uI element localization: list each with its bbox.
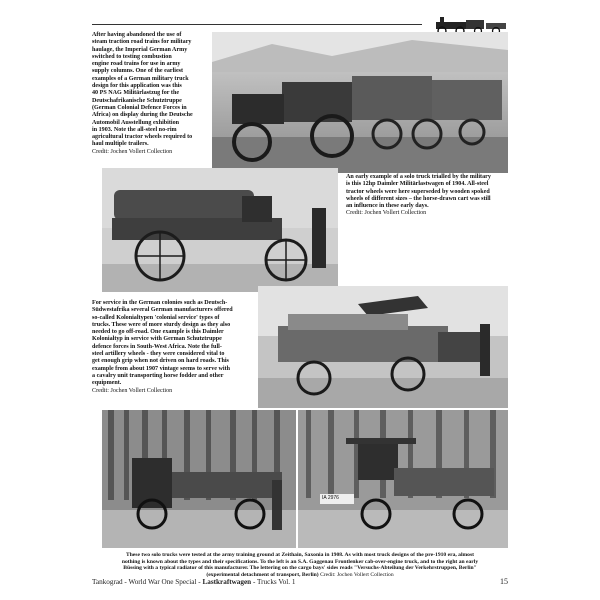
photo-buessing-truck xyxy=(298,410,508,548)
caption-line: nothing is known about the types and their specifications. To the left is an S.A. Gaggenau Frontlenker cab-over-engine truck, and to the right an early xyxy=(121,558,479,565)
photo-gaggenau-truck xyxy=(102,410,296,548)
license-plate: IA 2976 xyxy=(322,495,339,501)
caption-line: equipment. xyxy=(92,380,122,387)
caption-line: examples of a German military truck xyxy=(92,75,189,82)
caption-line: Deutschafrikanische Schutztruppe xyxy=(92,97,182,104)
photo-daimler-kolonialtyp xyxy=(258,286,508,408)
footer-book-title: Lastkraftwagen xyxy=(202,578,252,586)
caption-line: defence forces in South-West Africa. Note the full- xyxy=(92,343,222,350)
caption-line: an influence in these early days. xyxy=(346,203,429,210)
photo-nag-road-train xyxy=(212,32,508,173)
caption-line: needed to go off-road. One example is this Daimler xyxy=(92,329,224,336)
caption-line: wheels of different sizes – the horse-drawn cart was still xyxy=(346,195,491,202)
caption-line: Büssing with a typical radiator of this manufacturer. The lettering on the cargo bays' sides reads "Versuchs-Abteilung der Verkehrstruppen, Berlin" xyxy=(123,565,477,572)
caption-line: After having abandoned the use of xyxy=(92,32,182,38)
caption-line: These two solo trucks were tested at the army training ground at Zeithain, Saxonia in 1908. As with most truck designs of the pre-1910 era, almost xyxy=(125,552,475,558)
caption-line: switched to testing combustion xyxy=(92,53,172,60)
caption-line: steel artillery wheels - they were considered vital to xyxy=(92,351,225,358)
caption-kolonialtyp xyxy=(92,300,254,395)
caption-zeithain-trucks xyxy=(92,552,508,578)
caption-line: is this 12hp Daimler Militärlastwagen of 1904. All-steel xyxy=(346,181,489,188)
footer-title xyxy=(92,578,295,586)
caption-line: so-called Kolonialtypen 'colonial service' types of xyxy=(92,314,220,321)
caption-line: steam traction road trains for military xyxy=(92,39,192,46)
caption-line: supply columns. One of the earliest xyxy=(92,68,184,75)
caption-line: a cavalry unit transporting horse fodder and other xyxy=(92,372,224,379)
caption-nag-truck xyxy=(92,32,210,156)
footer-subtitle: - Trucks Vol. 1 xyxy=(251,578,296,586)
page-number: 15 xyxy=(500,577,508,586)
caption-line: (German Colonial Defence Forces in xyxy=(92,104,187,111)
caption-line: An early example of a solo truck trialled by the military xyxy=(346,174,491,180)
caption-line: get enough grip when not driven on hard roads. This xyxy=(92,358,229,365)
caption-line: agricultural tractor wheels required to xyxy=(92,134,193,141)
caption-line: example from about 1907 vintage seems to serve with xyxy=(92,365,230,372)
photo-credit: Credit: Jochen Vollert Collection xyxy=(320,571,394,578)
caption-line: (experimental detachment of transport, Berlin) xyxy=(206,571,319,578)
caption-line: Automobil Ausstellung exhibition xyxy=(92,119,180,126)
caption-line: trucks. These were of more sturdy design as they also xyxy=(92,321,231,328)
caption-daimler-1904 xyxy=(346,174,508,218)
magazine-page xyxy=(92,14,508,590)
caption-line: design for this application was this xyxy=(92,83,182,90)
caption-line: tractor wheels were here superseded by wooden spoked xyxy=(346,188,490,195)
caption-line: engine road trains for use in army xyxy=(92,61,181,68)
caption-line: Kolonialtyp in service with German Schutztruppe xyxy=(92,336,222,343)
photo-credit: Credit: Jochen Vollert Collection xyxy=(346,210,427,217)
caption-line: in 1903. Note the all-steel no-rim xyxy=(92,126,177,133)
page-footer xyxy=(92,576,508,590)
photo-daimler-1904 xyxy=(102,168,338,292)
caption-line: Südwestafrika several German manufacturers offered xyxy=(92,307,233,314)
caption-line: For service in the German colonies such as Deutsch- xyxy=(92,300,228,306)
footer-series: Tankograd - World War One Special - xyxy=(92,578,203,586)
photo-credit: Credit: Jochen Vollert Collection xyxy=(92,387,173,394)
photo-credit: Credit: Jochen Vollert Collection xyxy=(92,148,173,155)
caption-line: 40 PS NAG Militärlastzug for the xyxy=(92,90,180,97)
caption-line: haul multiple trailers. xyxy=(92,141,149,148)
caption-line: haulage, the Imperial German Army xyxy=(92,46,188,53)
header-rule xyxy=(92,24,422,25)
caption-line: Africa) on display during the Deutsche xyxy=(92,112,193,119)
